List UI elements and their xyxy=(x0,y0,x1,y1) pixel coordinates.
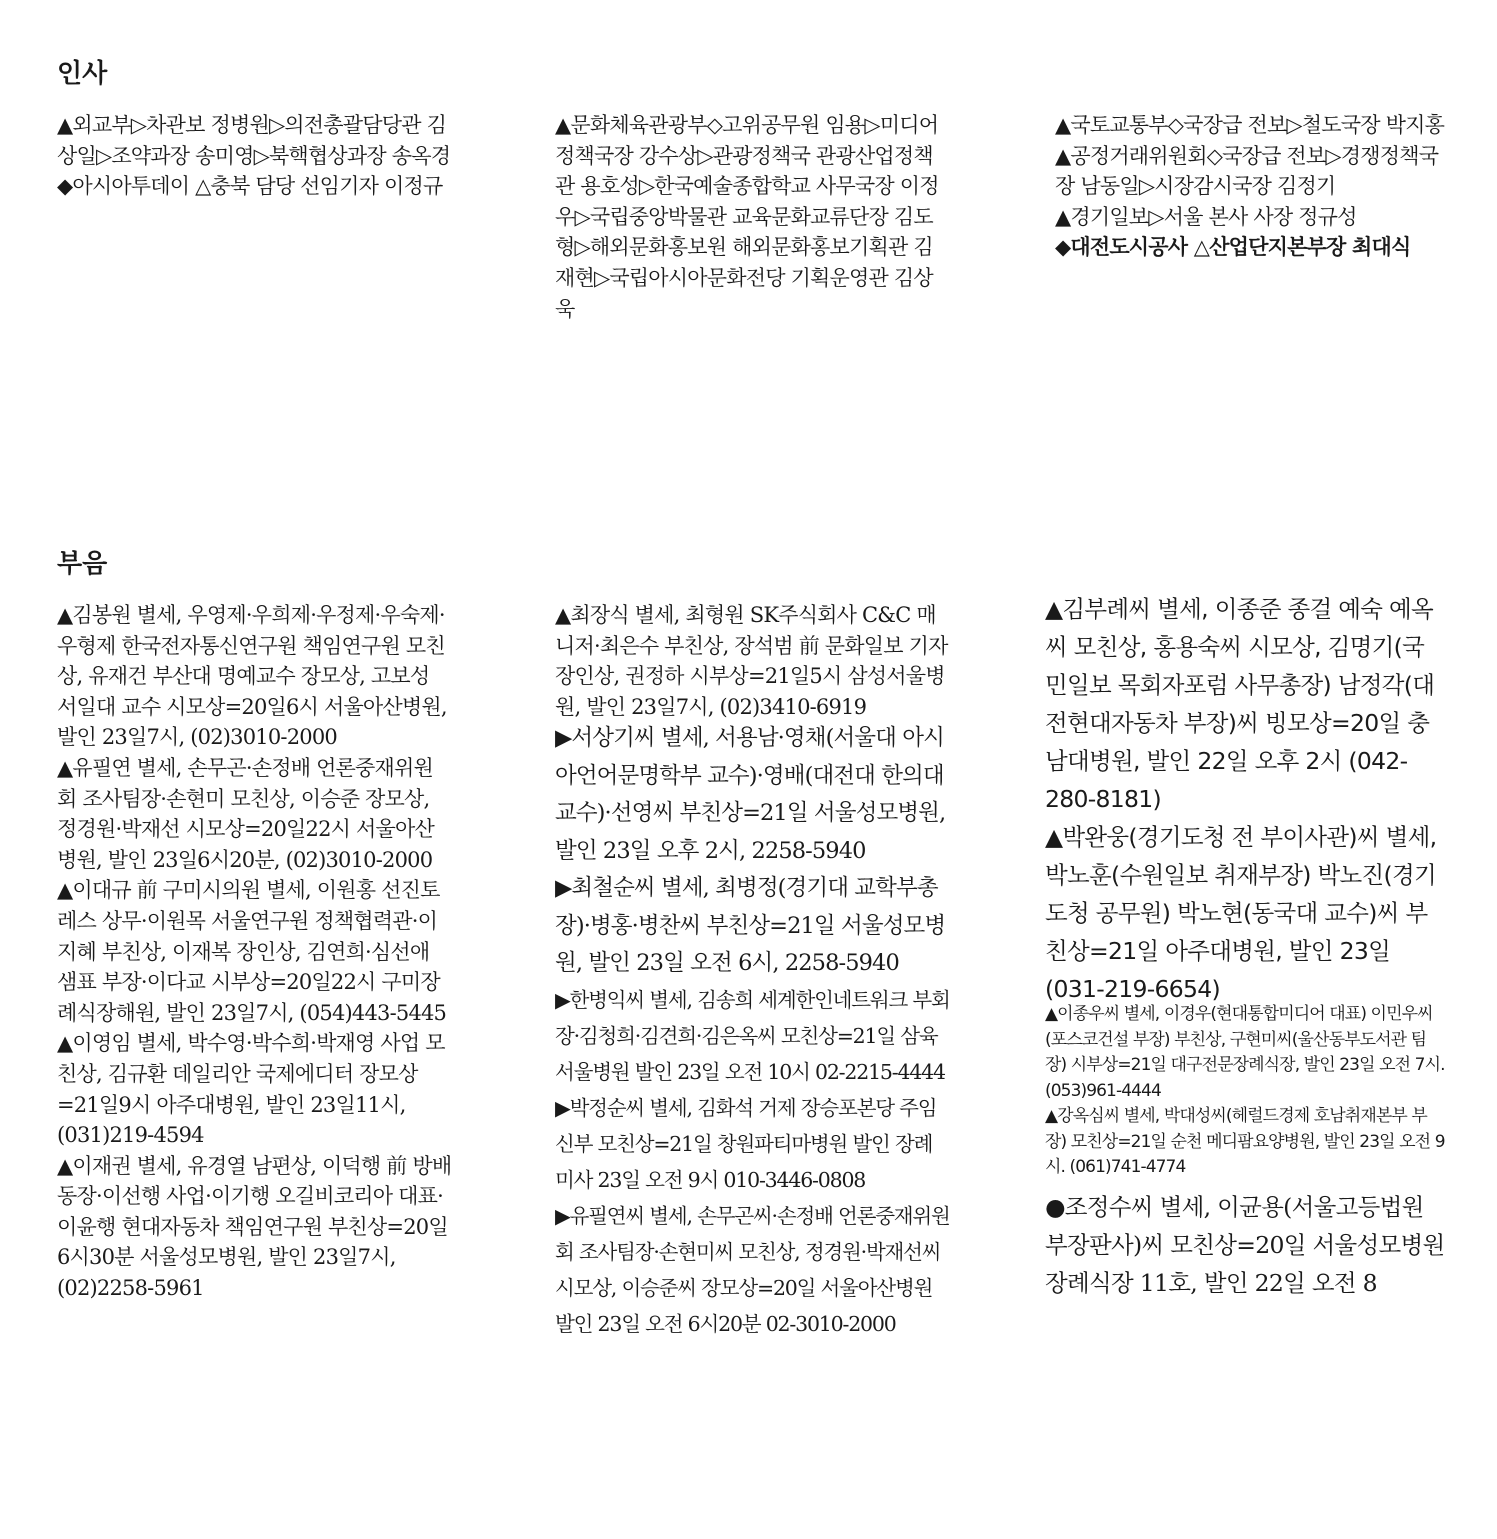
insa-column-1 xyxy=(57,110,457,202)
section-heading-bueum: 부음 xyxy=(57,549,108,579)
bueum-column-2b xyxy=(555,720,950,983)
obituary-entry: ▲이영임 별세, 박수영·박수희·박재영 사업 모친상, 김규환 데일리안 국제에디터 장모상=21일9시 아주대병원, 발인 23일11시, (031)219-4594 xyxy=(57,1031,445,1148)
insa-entry: ▲공정거래위원회◇국장급 전보▷경쟁정책국장 남동일▷시장감시국장 김정기 xyxy=(1055,143,1439,199)
insa-column-2 xyxy=(555,110,950,324)
bueum-column-3b xyxy=(1045,1002,1445,1181)
obituary-entry: ▶유필연씨 별세, 손무곤씨·손정배 언론중재위원회 조사팀장·손현미씨 모친상, 정경원·박재선씨 시모상, 이승준씨 장모상=20일 서울아산병원 발인 23일 오전 6시20분 02-3010-2000 xyxy=(555,1204,950,1336)
bueum-column-2c xyxy=(555,982,950,1342)
obituary-entry: ▶최철순씨 별세, 최병정(경기대 교학부총장)·병홍·병찬씨 부친상=21일 서울성모병원, 발인 23일 오전 6시, 2258-5940 xyxy=(555,875,946,976)
insa-entry: ▲외교부▷차관보 정병원▷의전총괄담당관 김상일▷조약과장 송미영▷북핵협상과장 송옥경 xyxy=(57,113,451,168)
insa-column-3 xyxy=(1055,110,1450,263)
obituary-entry: ▶한병익씨 별세, 김송희 세계한인네트워크 부회장·김청희·김견희·김은옥씨 모친상=21일 삼육서울병원 발인 23일 오전 10시 02-2215-4444 xyxy=(555,988,950,1084)
obituary-entry: ▶박정순씨 별세, 김화석 거제 장승포본당 주임신부 모친상=21일 창원파티마병원 발인 장례미사 23일 오전 9시 010-3446-0808 xyxy=(555,1096,937,1192)
insa-entry: ◆아시아투데이 △충북 담당 선임기자 이정규 xyxy=(57,174,443,199)
section-heading-insa: 인사 xyxy=(57,59,108,89)
bueum-column-1 xyxy=(57,600,452,1304)
bueum-column-2a xyxy=(555,600,950,722)
bueum-column-3a xyxy=(1045,590,1445,1008)
obituary-entry: ▲김봉원 별세, 우영제·우희제·우정제·우숙제·우형제 한국전자통신연구원 책임연구원 모친상, 유재건 부산대 명예교수 장모상, 고보성 서일대 교수 시모상=20일6시 서울아산병원, 발인 23일7시, (02)3010-2000 xyxy=(57,603,447,750)
obituary-entry: ▲이재권 별세, 유경열 남편상, 이덕행 前 방배동장·이선행 사업·이기행 오길비코리아 대표·이윤행 현대자동차 책임연구원 부친상=20일6시30분 서울성모병원, 발인 23일7시, (02)2258-5961 xyxy=(57,1153,452,1301)
obituary-entry: ●조정수씨 별세, 이균용(서울고등법원 부장판사)씨 모친상=20일 서울성모병원 장례식장 11호, 발인 22일 오전 8 xyxy=(1045,1193,1445,1297)
obituary-entry: ▲최장식 별세, 최형원 SK주식회사 C&C 매니저·최은수 부친상, 장석범 前 문화일보 기자 장인상, 권정하 시부상=21일5시 삼성서울병원, 발인 23일7시, (02)3410-6919 xyxy=(555,603,948,719)
obituary-entry: ▲박완웅(경기도청 전 부이사관)씨 별세, 박노훈(수원일보 취재부장) 박노진(경기도청 공무원) 박노현(동국대 교수)씨 부친상=21일 아주대병원, 발인 23일 (031-219-6654) xyxy=(1045,823,1437,1003)
obituary-entry: ▲강옥심씨 별세, 박대성씨(헤럴드경제 호남취재본부 부장) 모친상=21일 순천 메디팜요양병원, 발인 23일 오전 9시. (061)741-4774 xyxy=(1045,1106,1445,1177)
obituary-entry: ▲이대규 前 구미시의원 별세, 이원홍 선진토레스 상무·이원목 서울연구원 정책협력관·이지혜 부친상, 이재복 장인상, 김연희·심선애 샘표 부장·이다교 시부상=20일22시 구미장례식장해원, 발인 23일7시, (054)443-5445 xyxy=(57,878,447,1025)
obituary-entry: ▲김부례씨 별세, 이종준 종걸 예숙 예옥씨 모친상, 홍용숙씨 시모상, 김명기(국민일보 목회자포럼 사무총장) 남정각(대전현대자동차 부장)씨 빙모상=20일 충남대병원, 발인 22일 오후 2시 (042-280-8181) xyxy=(1045,595,1435,813)
insa-entry: ▲경기일보▷서울 본사 사장 정규성 xyxy=(1055,204,1357,229)
obituary-entry: ▲이종우씨 별세, 이경우(현대통합미디어 대표) 이민우씨(포스코건설 부장) 부친상, 구현미씨(울산동부도서관 팀장) 시부상=21일 대구전문장례식장, 발인 23일 오전 7시. (053)961-4444 xyxy=(1045,1004,1445,1101)
obituary-entry: ▶서상기씨 별세, 서용남·영채(서울대 아시아언어문명학부 교수)·영배(대전대 한의대 교수)·선영씨 부친상=21일 서울성모병원, 발인 23일 오후 2시, 2258-5940 xyxy=(555,725,946,864)
obituary-entry: ▲유필연 별세, 손무곤·손정배 언론중재위원회 조사팀장·손현미 모친상, 이승준 장모상, 정경원·박재선 시모상=20일22시 서울아산병원, 발인 23일6시20분, (02)3010-2000 xyxy=(57,755,434,872)
insa-entry: ▲문화체육관광부◇고위공무원 임용▷미디어정책국장 강수상▷관광정책국 관광산업정책관 용호성▷한국예술종합학교 사무국장 이정우▷국립중앙박물관 교육문화교류단장 김도형▷해외문화홍보원 해외문화홍보기획관 김재현▷국립아시아문화전당 기획운영관 김상욱 xyxy=(555,113,939,321)
insa-entry: ◆대전도시공사 △산업단지본부장 최대식 xyxy=(1055,234,1411,260)
insa-entry: ▲국토교통부◇국장급 전보▷철도국장 박지홍 xyxy=(1055,113,1445,137)
bueum-column-3c xyxy=(1045,1188,1445,1302)
